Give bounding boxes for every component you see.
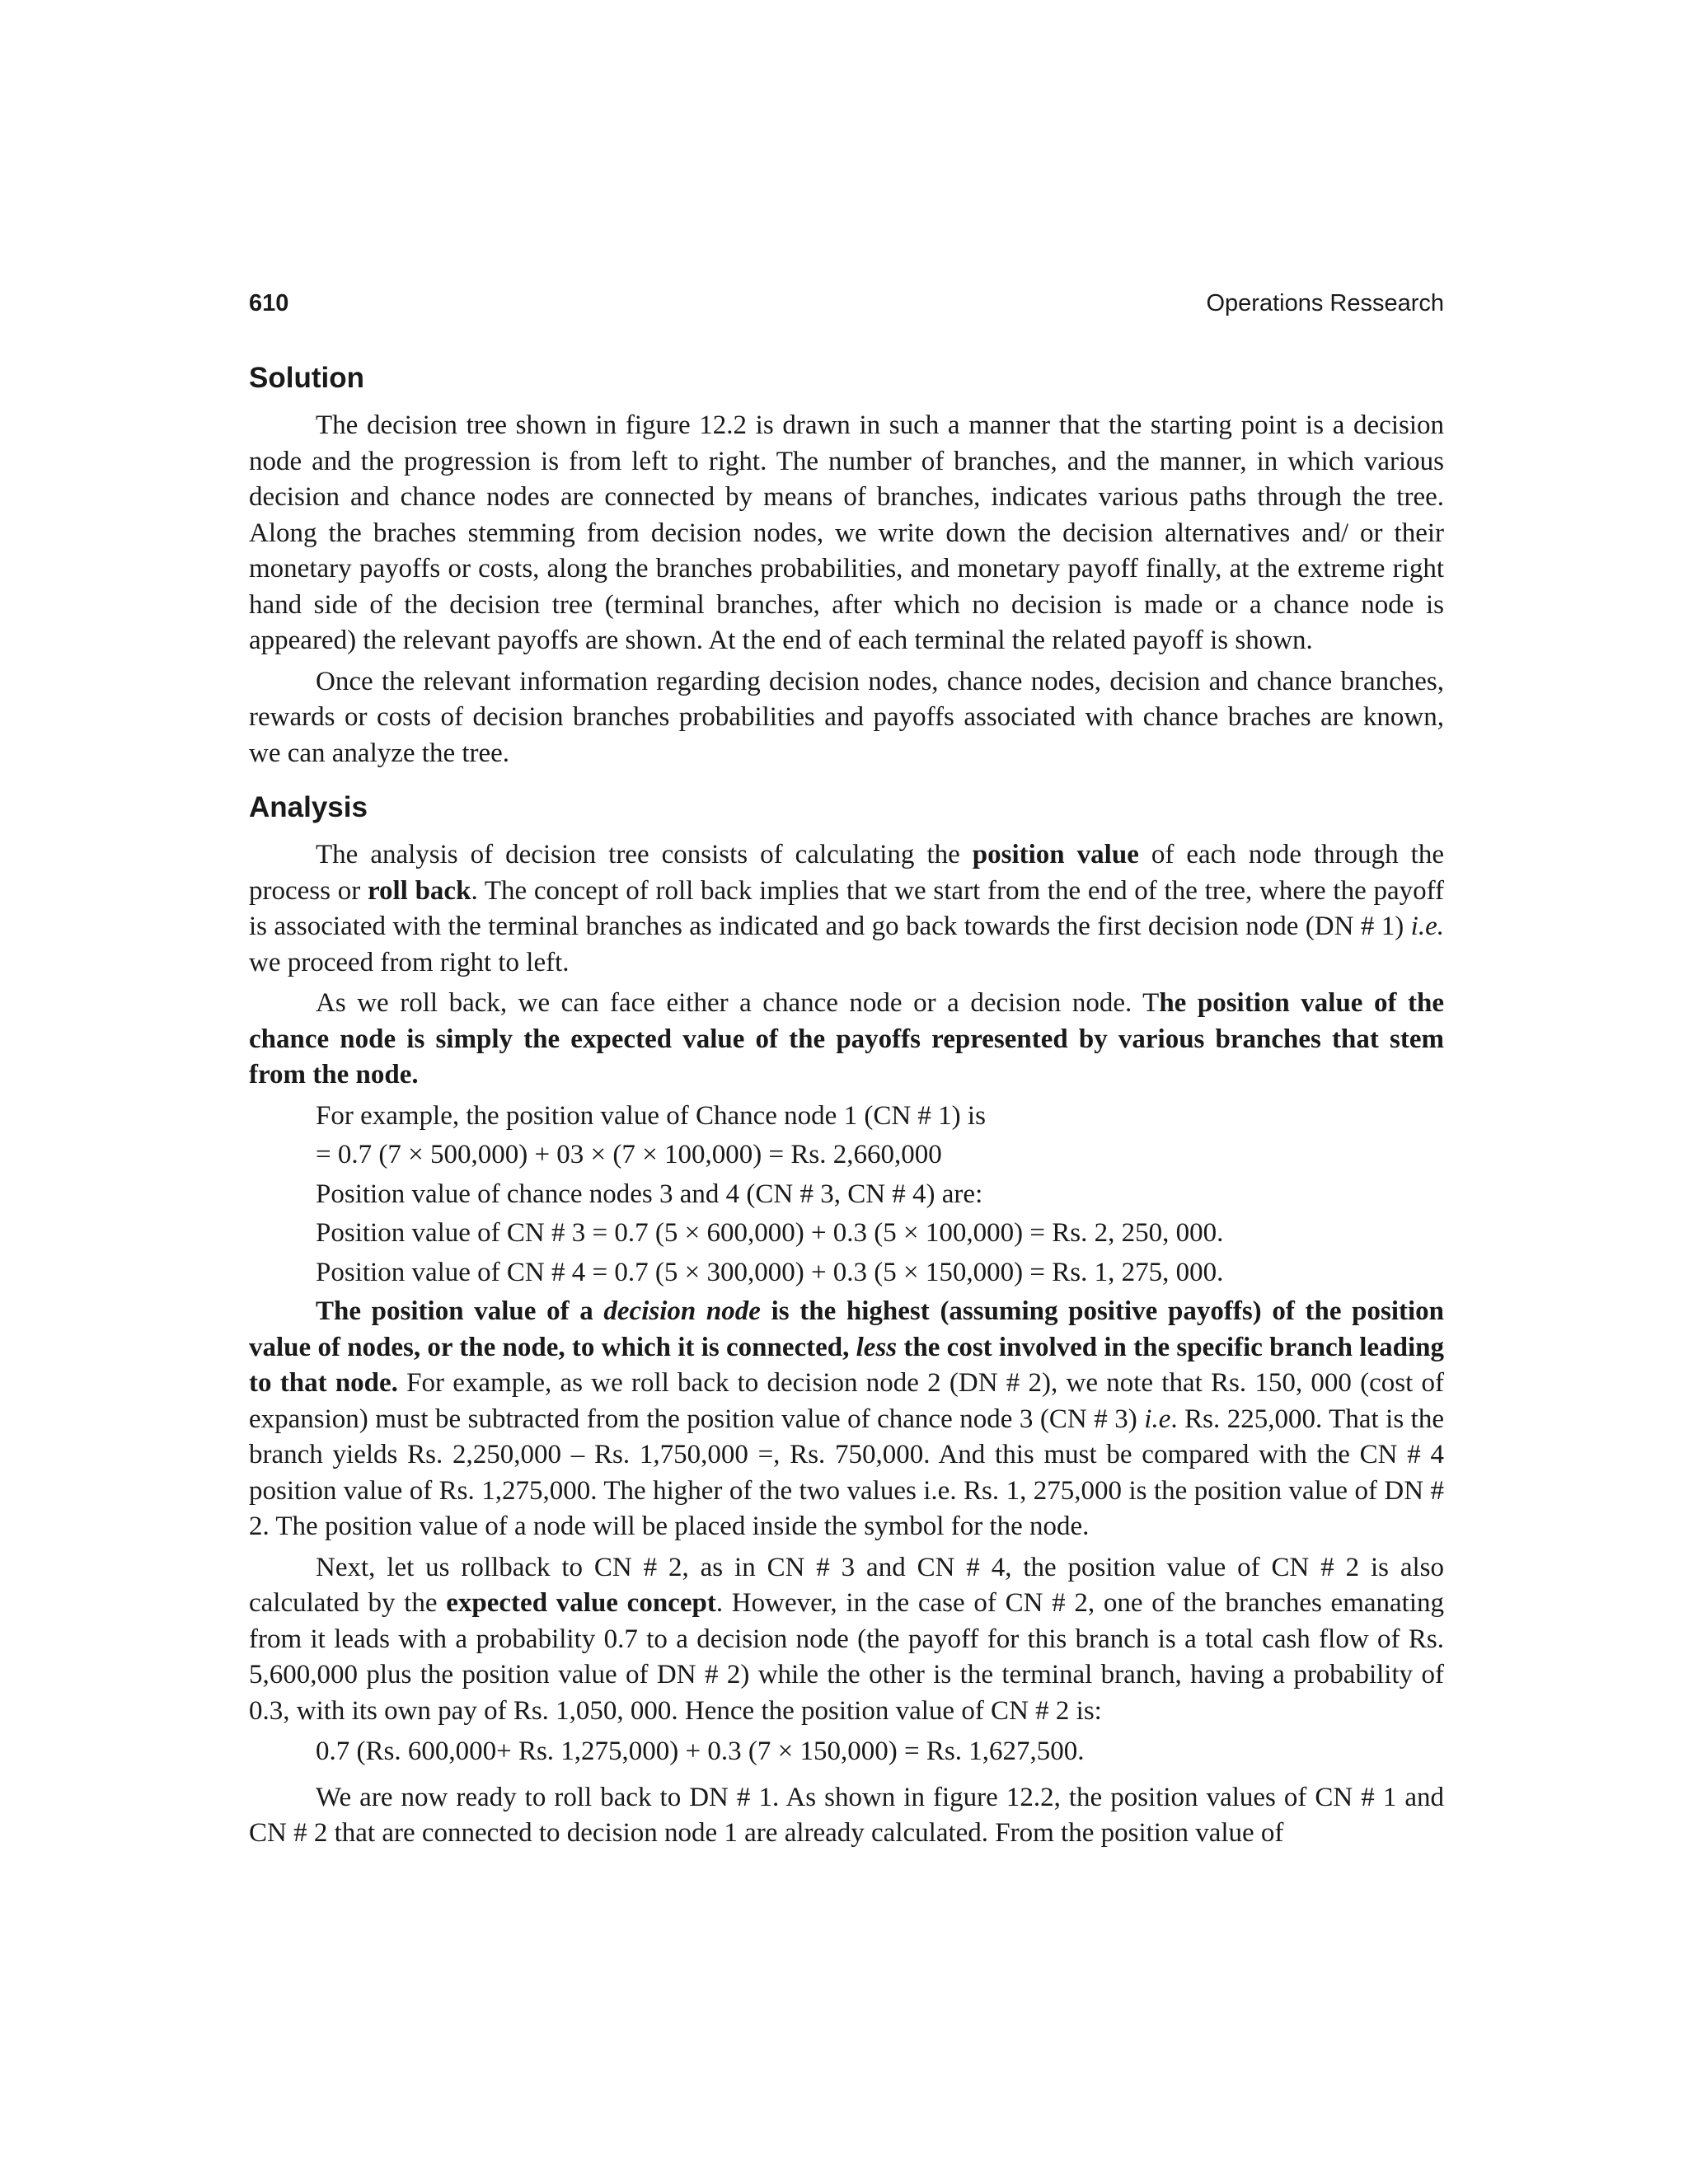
equation-cn2: 0.7 (Rs. 600,000+ Rs. 1,275,000) + 0.3 (7 × 150,000) = Rs. 1,627,500.: [316, 1736, 1085, 1766]
equation-cn3: Position value of CN # 3 = 0.7 (5 × 600,000) + 0.3 (5 × 100,000) = Rs. 2, 250, 000.: [316, 1218, 1224, 1248]
text-span: For example, as we roll back to decision node 2 (DN # 2), we note that Rs. 150, 000 (cost of expansion) must be subtracted from the position value of chance node 3 (CN # 3): [249, 1368, 1444, 1434]
example-line-2: Position value of chance nodes 3 and 4 (CN # 3, CN # 4) are:: [316, 1179, 983, 1209]
analysis-paragraph-4: [249, 1550, 1444, 1730]
term-position-value: position value: [972, 840, 1139, 869]
italic-ie: i.e.: [1410, 912, 1444, 941]
analysis-paragraph-1: [249, 837, 1444, 981]
italic-text: decision node: [603, 1296, 761, 1326]
text-span: Next, let us rollback to CN # 2, as in CN # 3 and CN # 4, the position value of CN # 2 is also calculated by the: [249, 1552, 1444, 1618]
text-span: . However, in the case of CN # 2, one of the branches emanating from it leads with a probability 0.7 to a decision node (the payoff for this branch is a total cash flow of Rs. 5,600,000 plus the position value of DN # 2) while the other is the terminal branch, having a probability of 0.3, with its own pay of Rs. 1,050, 000. Hence the position value of CN # 2 is:: [249, 1588, 1444, 1726]
bold-text: the cost involved in the specific branch leading to that node.: [249, 1332, 1444, 1398]
text-span: we proceed from right to left.: [249, 947, 570, 977]
analysis-paragraph-3: [249, 1294, 1444, 1545]
bold-italic-less: [856, 1333, 898, 1362]
text-span: As we roll back, we can face either a chance node or a decision node. T: [316, 988, 1160, 1018]
text-span: . Rs. 225,000. That is the branch yields Rs. 2,250,000 – Rs. 1,750,000 =, Rs. 750,000. And this must be compared with the CN # 4 position value of Rs. 1,275,000. The higher of the two values i.e. Rs. 1, 275,000 is the position value of DN # 2. The position value of a node will be placed inside the symbol for the node.: [249, 1404, 1444, 1541]
solution-paragraph-1: The decision tree shown in figure 12.2 is drawn in such a manner that the starting point is a decision node and the progression is from left to right. The number of branches, and the manner, in which various decision and chance nodes are connected by means of branches, indicates various paths through the tree. Along the braches stemming from decision nodes, we write down the decision alternatives and/ or their monetary payoffs or costs, along the branches probabilities, and monetary payoff finally, at the extreme right hand side of the decision tree (terminal branches, after which no decision is made or a chance node is appeared) the relevant payoffs are shown. At the end of each terminal the related payoff is shown.: [249, 410, 1444, 655]
term-expected-value-concept: expected value concept: [446, 1588, 716, 1618]
text-span: of each node through the process or: [249, 840, 1444, 906]
page-number: 610: [249, 290, 289, 316]
running-head: Operations Ressearch: [1206, 290, 1444, 316]
page-body: [249, 359, 1444, 1857]
solution-paragraph-2: Once the relevant information regarding decision nodes, chance nodes, decision and chance branches, rewards or costs of decision branches probabilities and payoffs associated with chance braches are known, we can analyze the tree.: [249, 666, 1444, 768]
italic-text: less: [856, 1332, 898, 1362]
analysis-paragraph-2: [249, 986, 1444, 1094]
text-span: . The concept of roll back implies that we start from the end of the tree, where the payoff is associated with the terminal branches as indicated and go back towards the first decision node (DN # 1): [249, 875, 1444, 941]
bold-text: The position value of a: [316, 1296, 604, 1326]
bold-text: is the highest (assuming positive payoffs) of the position value of nodes, or the node, to which it is connected,: [249, 1296, 1445, 1362]
chance-node-definition: he position value of the chance node is simply the expected value of the payoffs represented by various branches that stem from the node.: [249, 988, 1444, 1090]
analysis-paragraph-5: We are now ready to roll back to DN # 1. As shown in figure 12.2, the position values of CN # 1 and CN # 2 that are connected to decision node 1 are already calculated. From the position value of: [249, 1782, 1444, 1848]
analysis-heading: Analysis: [249, 791, 368, 823]
equation-cn1: = 0.7 (7 × 500,000) + 03 × (7 × 100,000) = Rs. 2,660,000: [316, 1140, 942, 1169]
bold-italic-decision-node: [603, 1296, 761, 1326]
example-line-1: For example, the position value of Chance node 1 (CN # 1) is: [316, 1100, 986, 1131]
term-roll-back: roll back: [367, 875, 471, 906]
italic-ie: i.e: [1144, 1404, 1171, 1434]
page-header: [249, 290, 1444, 323]
equation-cn4: Position value of CN # 4 = 0.7 (5 × 300,000) + 0.3 (5 × 150,000) = Rs. 1, 275, 000.: [316, 1257, 1224, 1287]
solution-heading: Solution: [249, 362, 364, 394]
text-span: The analysis of decision tree consists of calculating the: [316, 840, 973, 869]
